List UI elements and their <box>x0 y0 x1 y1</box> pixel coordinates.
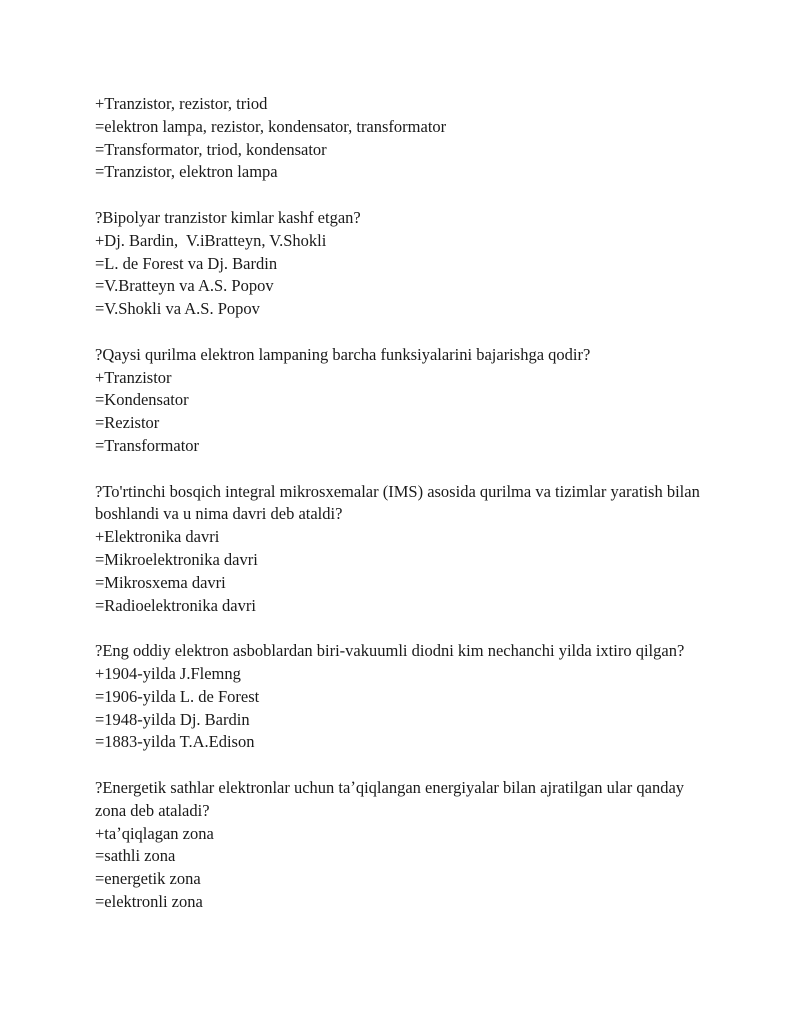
answer-option: =1948-yilda Dj. Bardin <box>95 709 250 729</box>
question-text: ?To'rtinchi bosqich integral mikrosxemalar (IMS) asosida qurilma va tizimlar yaratish bilan boshlandi va u nima davri deb ataldi? <box>95 481 704 524</box>
question-block <box>95 93 715 184</box>
answer-option: =Mikrosxema davri <box>95 572 226 592</box>
question-block <box>95 344 715 458</box>
answer-option: =Transformator <box>95 435 200 455</box>
answer-option: =elektronli zona <box>95 891 203 911</box>
answer-option: =elektron lampa, rezistor, kondensator, transformator <box>95 116 447 136</box>
answer-option: =Tranzistor, elektron lampa <box>95 162 278 182</box>
answer-option: =Radioelektronika davri <box>95 595 256 615</box>
question-block <box>95 481 715 618</box>
answer-correct: +taʼqiqlagan zona <box>95 823 214 843</box>
answer-correct: +Elektronika davri <box>95 527 220 547</box>
answer-option: =sathli zona <box>95 846 176 866</box>
answer-option: =1883-yilda T.A.Edison <box>95 732 255 752</box>
answer-correct: +Dj. Bardin, V.iBratteyn, V.Shokli <box>95 230 327 250</box>
question-text: ?Bipolyar tranzistor kimlar kashf etgan? <box>95 207 361 227</box>
answer-option: =Transformator, triod, kondensator <box>95 139 327 159</box>
question-block <box>95 640 715 754</box>
document-content <box>95 93 715 936</box>
question-text: ?Energetik sathlar elektronlar uchun taʼqiqlangan energiyalar bilan ajratilgan ular qanday zona deb ataladi? <box>95 777 689 820</box>
answer-option: =energetik zona <box>95 869 201 889</box>
question-block <box>95 207 715 321</box>
answer-correct: +Tranzistor <box>95 367 172 387</box>
question-text: ?Qaysi qurilma elektron lampaning barcha funksiyalarini bajarishga qodir? <box>95 344 591 364</box>
answer-option: =Mikroelektronika davri <box>95 549 258 569</box>
question-block <box>95 777 715 914</box>
answer-option: =V.Shokli va A.S. Popov <box>95 299 260 319</box>
answer-option: =Rezistor <box>95 413 160 433</box>
answer-correct: +Tranzistor, rezistor, triod <box>95 94 268 113</box>
answer-option: =1906-yilda L. de Forest <box>95 686 260 706</box>
answer-option: =L. de Forest va Dj. Bardin <box>95 253 278 273</box>
answer-option: =V.Bratteyn va A.S. Popov <box>95 276 274 296</box>
question-text: ?Eng oddiy elektron asboblardan biri-vakuumli diodni kim nechanchi yilda ixtiro qilgan? <box>95 641 685 661</box>
answer-option: =Kondensator <box>95 390 189 410</box>
answer-correct: +1904-yilda J.Flemng <box>95 663 241 683</box>
